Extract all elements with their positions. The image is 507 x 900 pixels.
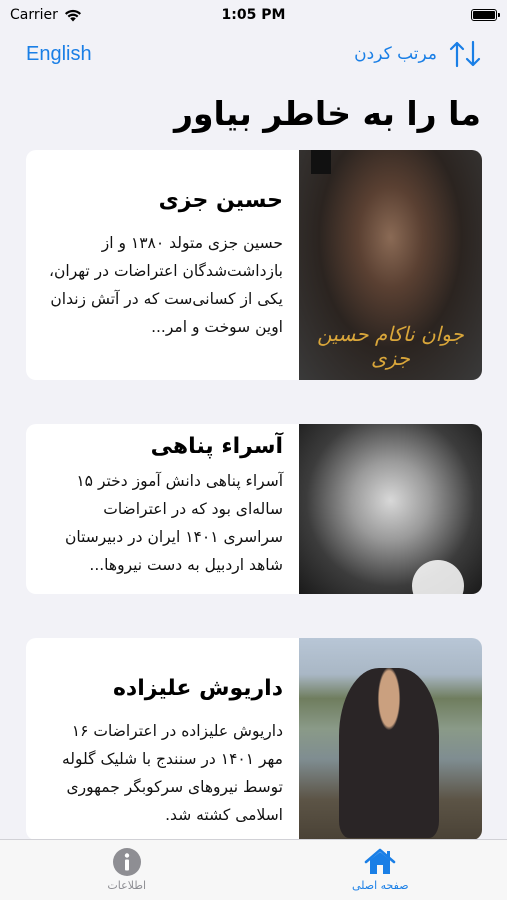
tab-home[interactable]	[305, 847, 455, 892]
nav-bar	[0, 36, 507, 72]
sort-button[interactable]	[354, 40, 481, 68]
card-text	[26, 150, 299, 380]
wifi-icon	[64, 9, 82, 22]
card-photo	[299, 424, 482, 594]
card-name: آسراء پناهی	[150, 434, 283, 459]
status-time: 1:05 PM	[221, 7, 286, 23]
status-bar	[0, 0, 507, 30]
memorial-card[interactable]	[26, 638, 482, 840]
sort-arrows-icon	[449, 40, 481, 68]
memorial-card[interactable]	[26, 150, 482, 380]
card-name: حسین جزی	[158, 188, 283, 213]
page-title: ما را به خاطر بیاور	[173, 94, 481, 133]
sort-label: مرتب کردن	[354, 44, 437, 64]
tab-info[interactable]	[52, 847, 202, 892]
language-button[interactable]: English	[26, 42, 92, 65]
card-description: حسین جزی متولد ۱۳۸۰ و از بازداشت‌شدگان اعتراضات در تهران، یکی از کسانی‌ست که در آتش زندان اوین سوخت و امر...	[49, 234, 283, 336]
tab-info-label: اطلاعات	[107, 878, 147, 892]
photo-person	[339, 668, 439, 838]
card-text	[26, 638, 299, 840]
card-description: آسراء پناهی دانش آموز دختر ۱۵ ساله‌ای بود که در اعتراضات سراسری ۱۴۰۱ ایران در دبیرستان شاهد اردبیل به دست نیروها...	[64, 472, 283, 574]
carrier-label: Carrier	[10, 7, 58, 23]
photo-caption: جوان ناکام حسین جزی	[317, 322, 464, 370]
card-photo	[299, 638, 482, 840]
photo-badge	[412, 560, 464, 594]
status-left	[10, 7, 82, 23]
card-photo	[299, 150, 482, 380]
card-name: داریوش علیزاده	[112, 676, 283, 701]
card-text	[26, 424, 299, 594]
memorial-card[interactable]	[26, 424, 482, 594]
house-icon	[363, 847, 397, 877]
card-description: داریوش علیزاده در اعتراضات ۱۶ مهر ۱۴۰۱ در سنندج با شلیک گلوله توسط نیروهای سرکوبگر جمهوری اسلامی کشته شد.	[61, 722, 283, 824]
battery-icon	[471, 9, 497, 21]
tab-bar	[0, 839, 507, 900]
tab-home-label: صفحه اصلی	[351, 878, 409, 892]
info-icon	[110, 847, 144, 877]
mourning-ribbon-icon	[311, 150, 331, 174]
